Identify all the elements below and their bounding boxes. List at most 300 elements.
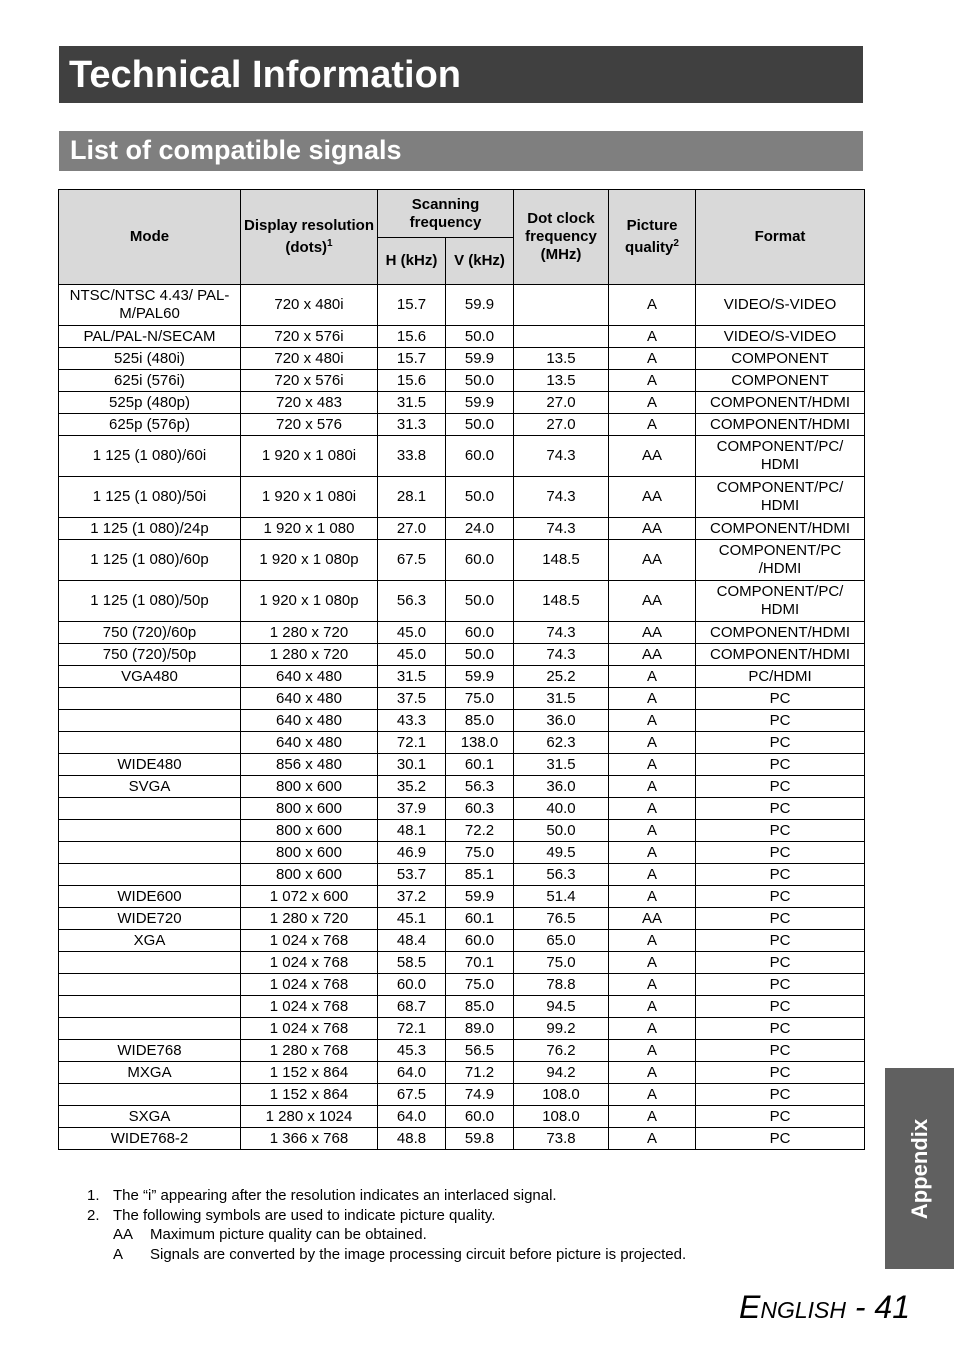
table-row (59, 348, 865, 370)
cell-format: PC (696, 754, 865, 776)
cell-h-khz: 31.3 (378, 414, 446, 436)
table-row (59, 776, 865, 798)
cell-h-khz: 45.0 (378, 622, 446, 644)
cell-mode (59, 974, 241, 996)
cell-v-khz: 60.0 (446, 540, 514, 581)
cell-picture-quality: A (609, 1062, 696, 1084)
cell-format: COMPONENT/HDMI (696, 622, 865, 644)
cell-v-khz: 72.2 (446, 820, 514, 842)
cell-mode (59, 864, 241, 886)
header-h-khz: H (kHz) (378, 238, 446, 285)
cell-format: VIDEO/S-VIDEO (696, 285, 865, 326)
table-row (59, 414, 865, 436)
cell-dot-clock: 94.5 (514, 996, 609, 1018)
cell-mode: 625p (576p) (59, 414, 241, 436)
cell-picture-quality: A (609, 886, 696, 908)
cell-format: PC (696, 1062, 865, 1084)
cell-format: COMPONENT/PC/ HDMI (696, 581, 865, 622)
table-row (59, 710, 865, 732)
cell-resolution: 800 x 600 (241, 820, 378, 842)
cell-resolution: 800 x 600 (241, 776, 378, 798)
cell-picture-quality: A (609, 776, 696, 798)
cell-dot-clock: 49.5 (514, 842, 609, 864)
cell-h-khz: 31.5 (378, 392, 446, 414)
cell-mode: VGA480 (59, 666, 241, 688)
cell-v-khz: 60.1 (446, 754, 514, 776)
page-number-label: ENGLISH - 41 (738, 1289, 910, 1325)
cell-format: COMPONENT/HDMI (696, 644, 865, 666)
cell-picture-quality: A (609, 1040, 696, 1062)
cell-h-khz: 72.1 (378, 732, 446, 754)
cell-mode (59, 1018, 241, 1040)
cell-format: PC (696, 930, 865, 952)
table-row (59, 688, 865, 710)
cell-resolution: 640 x 480 (241, 732, 378, 754)
cell-h-khz: 27.0 (378, 518, 446, 540)
cell-h-khz: 35.2 (378, 776, 446, 798)
cell-resolution: 1 072 x 600 (241, 886, 378, 908)
cell-picture-quality: A (609, 688, 696, 710)
cell-v-khz: 50.0 (446, 477, 514, 518)
header-mode: Mode (59, 190, 241, 285)
cell-format: COMPONENT/HDMI (696, 518, 865, 540)
cell-picture-quality: A (609, 864, 696, 886)
cell-format: PC (696, 842, 865, 864)
cell-resolution: 1 152 x 864 (241, 1062, 378, 1084)
cell-v-khz: 60.3 (446, 798, 514, 820)
cell-resolution: 720 x 480i (241, 285, 378, 326)
cell-format: PC (696, 798, 865, 820)
cell-h-khz: 15.7 (378, 348, 446, 370)
table-row (59, 886, 865, 908)
compatible-signals-table (58, 189, 865, 1150)
cell-dot-clock: 13.5 (514, 370, 609, 392)
cell-h-khz: 15.6 (378, 326, 446, 348)
cell-dot-clock: 108.0 (514, 1106, 609, 1128)
cell-v-khz: 89.0 (446, 1018, 514, 1040)
cell-h-khz: 46.9 (378, 842, 446, 864)
table-row (59, 1106, 865, 1128)
appendix-side-tab (885, 1068, 954, 1269)
section-heading: List of compatible signals (70, 135, 402, 165)
cell-h-khz: 53.7 (378, 864, 446, 886)
cell-picture-quality: A (609, 1018, 696, 1040)
cell-resolution: 1 280 x 768 (241, 1040, 378, 1062)
table-row (59, 1084, 865, 1106)
cell-picture-quality: A (609, 710, 696, 732)
table-row (59, 842, 865, 864)
cell-v-khz: 74.9 (446, 1084, 514, 1106)
cell-format: COMPONENT/PC /HDMI (696, 540, 865, 581)
cell-v-khz: 60.0 (446, 622, 514, 644)
cell-h-khz: 33.8 (378, 436, 446, 477)
header-format: Format (696, 190, 865, 285)
cell-resolution: 1 920 x 1 080p (241, 540, 378, 581)
cell-v-khz: 50.0 (446, 326, 514, 348)
cell-dot-clock: 36.0 (514, 710, 609, 732)
cell-v-khz: 75.0 (446, 974, 514, 996)
cell-format: PC (696, 776, 865, 798)
table-row (59, 518, 865, 540)
cell-h-khz: 37.9 (378, 798, 446, 820)
cell-dot-clock (514, 285, 609, 326)
cell-picture-quality: A (609, 392, 696, 414)
cell-picture-quality: A (609, 974, 696, 996)
table-row (59, 974, 865, 996)
cell-resolution: 856 x 480 (241, 754, 378, 776)
cell-v-khz: 60.0 (446, 930, 514, 952)
cell-dot-clock: 74.3 (514, 436, 609, 477)
table-row (59, 820, 865, 842)
cell-mode: WIDE480 (59, 754, 241, 776)
cell-dot-clock: 148.5 (514, 581, 609, 622)
cell-mode (59, 952, 241, 974)
cell-resolution: 1 280 x 720 (241, 622, 378, 644)
cell-dot-clock: 13.5 (514, 348, 609, 370)
header-dot-clock: Dot clock frequency (MHz) (514, 190, 609, 285)
cell-picture-quality: AA (609, 518, 696, 540)
cell-resolution: 1 920 x 1 080 (241, 518, 378, 540)
cell-h-khz: 48.1 (378, 820, 446, 842)
cell-picture-quality: AA (609, 908, 696, 930)
cell-h-khz: 58.5 (378, 952, 446, 974)
cell-format: PC (696, 1040, 865, 1062)
cell-picture-quality: AA (609, 581, 696, 622)
cell-picture-quality: A (609, 842, 696, 864)
header-picture-quality: Picture quality$^2$ (609, 190, 696, 285)
cell-mode: 750 (720)/50p (59, 644, 241, 666)
cell-format: COMPONENT/HDMI (696, 414, 865, 436)
cell-mode: 1 125 (1 080)/60i (59, 436, 241, 477)
page-title-bar (59, 46, 863, 103)
cell-dot-clock (514, 326, 609, 348)
cell-v-khz: 59.9 (446, 886, 514, 908)
cell-v-khz: 59.8 (446, 1128, 514, 1150)
cell-v-khz: 24.0 (446, 518, 514, 540)
cell-v-khz: 56.3 (446, 776, 514, 798)
cell-mode: MXGA (59, 1062, 241, 1084)
table-row (59, 1128, 865, 1150)
table-row (59, 1040, 865, 1062)
cell-picture-quality: A (609, 285, 696, 326)
table-row (59, 1018, 865, 1040)
cell-dot-clock: 56.3 (514, 864, 609, 886)
cell-h-khz: 45.0 (378, 644, 446, 666)
cell-resolution: 720 x 483 (241, 392, 378, 414)
cell-h-khz: 64.0 (378, 1106, 446, 1128)
cell-format: PC (696, 688, 865, 710)
cell-v-khz: 85.0 (446, 710, 514, 732)
cell-dot-clock: 50.0 (514, 820, 609, 842)
cell-format: PC (696, 1106, 865, 1128)
cell-v-khz: 50.0 (446, 414, 514, 436)
cell-picture-quality: AA (609, 644, 696, 666)
cell-h-khz: 15.6 (378, 370, 446, 392)
cell-mode (59, 688, 241, 710)
cell-h-khz: 45.1 (378, 908, 446, 930)
cell-dot-clock: 76.5 (514, 908, 609, 930)
table-row (59, 952, 865, 974)
cell-picture-quality: A (609, 754, 696, 776)
cell-picture-quality: A (609, 414, 696, 436)
cell-v-khz: 60.0 (446, 436, 514, 477)
cell-dot-clock: 94.2 (514, 1062, 609, 1084)
cell-picture-quality: AA (609, 477, 696, 518)
cell-mode: 1 125 (1 080)/60p (59, 540, 241, 581)
cell-mode: SXGA (59, 1106, 241, 1128)
cell-mode: SVGA (59, 776, 241, 798)
cell-mode: WIDE768 (59, 1040, 241, 1062)
cell-resolution: 720 x 576i (241, 370, 378, 392)
cell-dot-clock: 27.0 (514, 414, 609, 436)
cell-picture-quality: A (609, 326, 696, 348)
cell-dot-clock: 76.2 (514, 1040, 609, 1062)
cell-picture-quality: A (609, 666, 696, 688)
cell-v-khz: 60.0 (446, 1106, 514, 1128)
cell-resolution: 1 280 x 720 (241, 644, 378, 666)
cell-resolution: 1 024 x 768 (241, 1018, 378, 1040)
cell-mode: 1 125 (1 080)/24p (59, 518, 241, 540)
cell-picture-quality: AA (609, 622, 696, 644)
cell-v-khz: 85.0 (446, 996, 514, 1018)
cell-resolution: 1 024 x 768 (241, 996, 378, 1018)
cell-dot-clock: 75.0 (514, 952, 609, 974)
appendix-label: Appendix (906, 1118, 932, 1219)
cell-format: PC (696, 820, 865, 842)
cell-mode: PAL/PAL-N/SECAM (59, 326, 241, 348)
footnotes (87, 1186, 686, 1264)
cell-resolution: 720 x 576 (241, 414, 378, 436)
cell-mode: 525i (480i) (59, 348, 241, 370)
table-row (59, 930, 865, 952)
page-title: Technical Information (69, 54, 462, 96)
cell-format: PC (696, 710, 865, 732)
cell-resolution: 800 x 600 (241, 864, 378, 886)
cell-format: COMPONENT (696, 348, 865, 370)
cell-picture-quality: A (609, 370, 696, 392)
cell-resolution: 1 366 x 768 (241, 1128, 378, 1150)
cell-format: PC (696, 996, 865, 1018)
table-row (59, 798, 865, 820)
cell-h-khz: 64.0 (378, 1062, 446, 1084)
symbol-a: A Signals are converted by the image processing circuit before picture is projected. (113, 1245, 687, 1263)
table-row (59, 285, 865, 326)
cell-mode (59, 798, 241, 820)
symbol-aa: AA Maximum picture quality can be obtained. (113, 1226, 427, 1243)
cell-v-khz: 138.0 (446, 732, 514, 754)
cell-mode (59, 732, 241, 754)
cell-resolution: 1 280 x 720 (241, 908, 378, 930)
table-row (59, 732, 865, 754)
cell-mode: 1 125 (1 080)/50i (59, 477, 241, 518)
table-row (59, 754, 865, 776)
cell-format: PC (696, 1128, 865, 1150)
cell-h-khz: 37.2 (378, 886, 446, 908)
cell-mode (59, 996, 241, 1018)
cell-dot-clock: 62.3 (514, 732, 609, 754)
cell-v-khz: 71.2 (446, 1062, 514, 1084)
cell-picture-quality: A (609, 348, 696, 370)
cell-picture-quality: A (609, 798, 696, 820)
cell-resolution: 1 024 x 768 (241, 952, 378, 974)
cell-h-khz: 48.4 (378, 930, 446, 952)
cell-dot-clock: 31.5 (514, 754, 609, 776)
cell-h-khz: 48.8 (378, 1128, 446, 1150)
cell-v-khz: 59.9 (446, 285, 514, 326)
cell-picture-quality: A (609, 732, 696, 754)
cell-dot-clock: 108.0 (514, 1084, 609, 1106)
cell-h-khz: 45.3 (378, 1040, 446, 1062)
cell-v-khz: 59.9 (446, 348, 514, 370)
cell-dot-clock: 65.0 (514, 930, 609, 952)
cell-resolution: 1 024 x 768 (241, 974, 378, 996)
table-row (59, 581, 865, 622)
cell-h-khz: 67.5 (378, 540, 446, 581)
cell-mode: 625i (576i) (59, 370, 241, 392)
cell-format: COMPONENT (696, 370, 865, 392)
cell-v-khz: 50.0 (446, 581, 514, 622)
cell-mode: 525p (480p) (59, 392, 241, 414)
cell-resolution: 1 920 x 1 080i (241, 477, 378, 518)
footnote-2: 2. The following symbols are used to indicate picture quality. (87, 1206, 496, 1224)
section-heading-bar (59, 131, 863, 171)
cell-format: PC (696, 732, 865, 754)
cell-v-khz: 56.5 (446, 1040, 514, 1062)
cell-v-khz: 59.9 (446, 666, 514, 688)
table-row (59, 666, 865, 688)
cell-resolution: 1 280 x 1024 (241, 1106, 378, 1128)
cell-format: COMPONENT/HDMI (696, 392, 865, 414)
cell-h-khz: 56.3 (378, 581, 446, 622)
cell-v-khz: 50.0 (446, 370, 514, 392)
cell-h-khz: 72.1 (378, 1018, 446, 1040)
cell-picture-quality: AA (609, 540, 696, 581)
cell-format: COMPONENT/PC/ HDMI (696, 477, 865, 518)
cell-picture-quality: A (609, 1106, 696, 1128)
cell-mode: 750 (720)/60p (59, 622, 241, 644)
cell-picture-quality: A (609, 952, 696, 974)
cell-picture-quality: A (609, 1084, 696, 1106)
cell-resolution: 1 152 x 864 (241, 1084, 378, 1106)
cell-v-khz: 50.0 (446, 644, 514, 666)
cell-h-khz: 15.7 (378, 285, 446, 326)
cell-picture-quality: A (609, 1128, 696, 1150)
cell-h-khz: 30.1 (378, 754, 446, 776)
cell-h-khz: 60.0 (378, 974, 446, 996)
cell-resolution: 1 920 x 1 080p (241, 581, 378, 622)
cell-resolution: 640 x 480 (241, 688, 378, 710)
cell-h-khz: 67.5 (378, 1084, 446, 1106)
cell-resolution: 720 x 576i (241, 326, 378, 348)
header-display-resolution: Display resolution (dots)$^1$ (241, 190, 378, 285)
cell-format: PC (696, 886, 865, 908)
header-scanning-frequency: Scanning frequency (378, 190, 514, 238)
cell-h-khz: 37.5 (378, 688, 446, 710)
cell-format: COMPONENT/PC/ HDMI (696, 436, 865, 477)
table-row (59, 436, 865, 477)
table-row (59, 996, 865, 1018)
cell-resolution: 1 024 x 768 (241, 930, 378, 952)
cell-mode: WIDE600 (59, 886, 241, 908)
cell-dot-clock: 74.3 (514, 477, 609, 518)
cell-format: PC (696, 1084, 865, 1106)
table-row (59, 864, 865, 886)
cell-dot-clock: 36.0 (514, 776, 609, 798)
cell-v-khz: 60.1 (446, 908, 514, 930)
table-row (59, 326, 865, 348)
cell-v-khz: 75.0 (446, 842, 514, 864)
cell-h-khz: 43.3 (378, 710, 446, 732)
table-body (59, 285, 865, 1150)
cell-dot-clock: 74.3 (514, 644, 609, 666)
cell-mode: NTSC/NTSC 4.43/ PAL-M/PAL60 (59, 285, 241, 326)
cell-mode (59, 842, 241, 864)
cell-mode (59, 1084, 241, 1106)
cell-mode: 1 125 (1 080)/50p (59, 581, 241, 622)
cell-resolution: 720 x 480i (241, 348, 378, 370)
table-row (59, 392, 865, 414)
cell-h-khz: 68.7 (378, 996, 446, 1018)
cell-format: PC (696, 974, 865, 996)
table-row (59, 1062, 865, 1084)
cell-resolution: 640 x 480 (241, 666, 378, 688)
cell-v-khz: 75.0 (446, 688, 514, 710)
cell-dot-clock: 27.0 (514, 392, 609, 414)
cell-dot-clock: 148.5 (514, 540, 609, 581)
cell-picture-quality: A (609, 930, 696, 952)
footnote-1: 1. The “i” appearing after the resolution indicates an interlaced signal. (87, 1187, 557, 1204)
cell-format: PC (696, 908, 865, 930)
cell-dot-clock: 99.2 (514, 1018, 609, 1040)
cell-mode (59, 820, 241, 842)
cell-picture-quality: AA (609, 436, 696, 477)
cell-dot-clock: 31.5 (514, 688, 609, 710)
table-row (59, 622, 865, 644)
cell-format: PC (696, 952, 865, 974)
cell-resolution: 800 x 600 (241, 842, 378, 864)
header-v-khz: V (kHz) (446, 238, 514, 285)
cell-dot-clock: 51.4 (514, 886, 609, 908)
cell-dot-clock: 25.2 (514, 666, 609, 688)
cell-mode: WIDE768-2 (59, 1128, 241, 1150)
table-row (59, 644, 865, 666)
table-row (59, 477, 865, 518)
cell-resolution: 800 x 600 (241, 798, 378, 820)
cell-v-khz: 85.1 (446, 864, 514, 886)
table-row (59, 540, 865, 581)
cell-picture-quality: A (609, 996, 696, 1018)
table-row (59, 908, 865, 930)
cell-dot-clock: 40.0 (514, 798, 609, 820)
cell-mode: XGA (59, 930, 241, 952)
cell-resolution: 1 920 x 1 080i (241, 436, 378, 477)
cell-v-khz: 59.9 (446, 392, 514, 414)
cell-picture-quality: A (609, 820, 696, 842)
cell-dot-clock: 78.8 (514, 974, 609, 996)
cell-mode (59, 710, 241, 732)
table-row (59, 370, 865, 392)
cell-mode: WIDE720 (59, 908, 241, 930)
cell-h-khz: 31.5 (378, 666, 446, 688)
cell-format: PC (696, 1018, 865, 1040)
cell-h-khz: 28.1 (378, 477, 446, 518)
cell-dot-clock: 74.3 (514, 622, 609, 644)
cell-format: PC/HDMI (696, 666, 865, 688)
cell-format: PC (696, 864, 865, 886)
cell-resolution: 640 x 480 (241, 710, 378, 732)
cell-v-khz: 70.1 (446, 952, 514, 974)
cell-dot-clock: 74.3 (514, 518, 609, 540)
